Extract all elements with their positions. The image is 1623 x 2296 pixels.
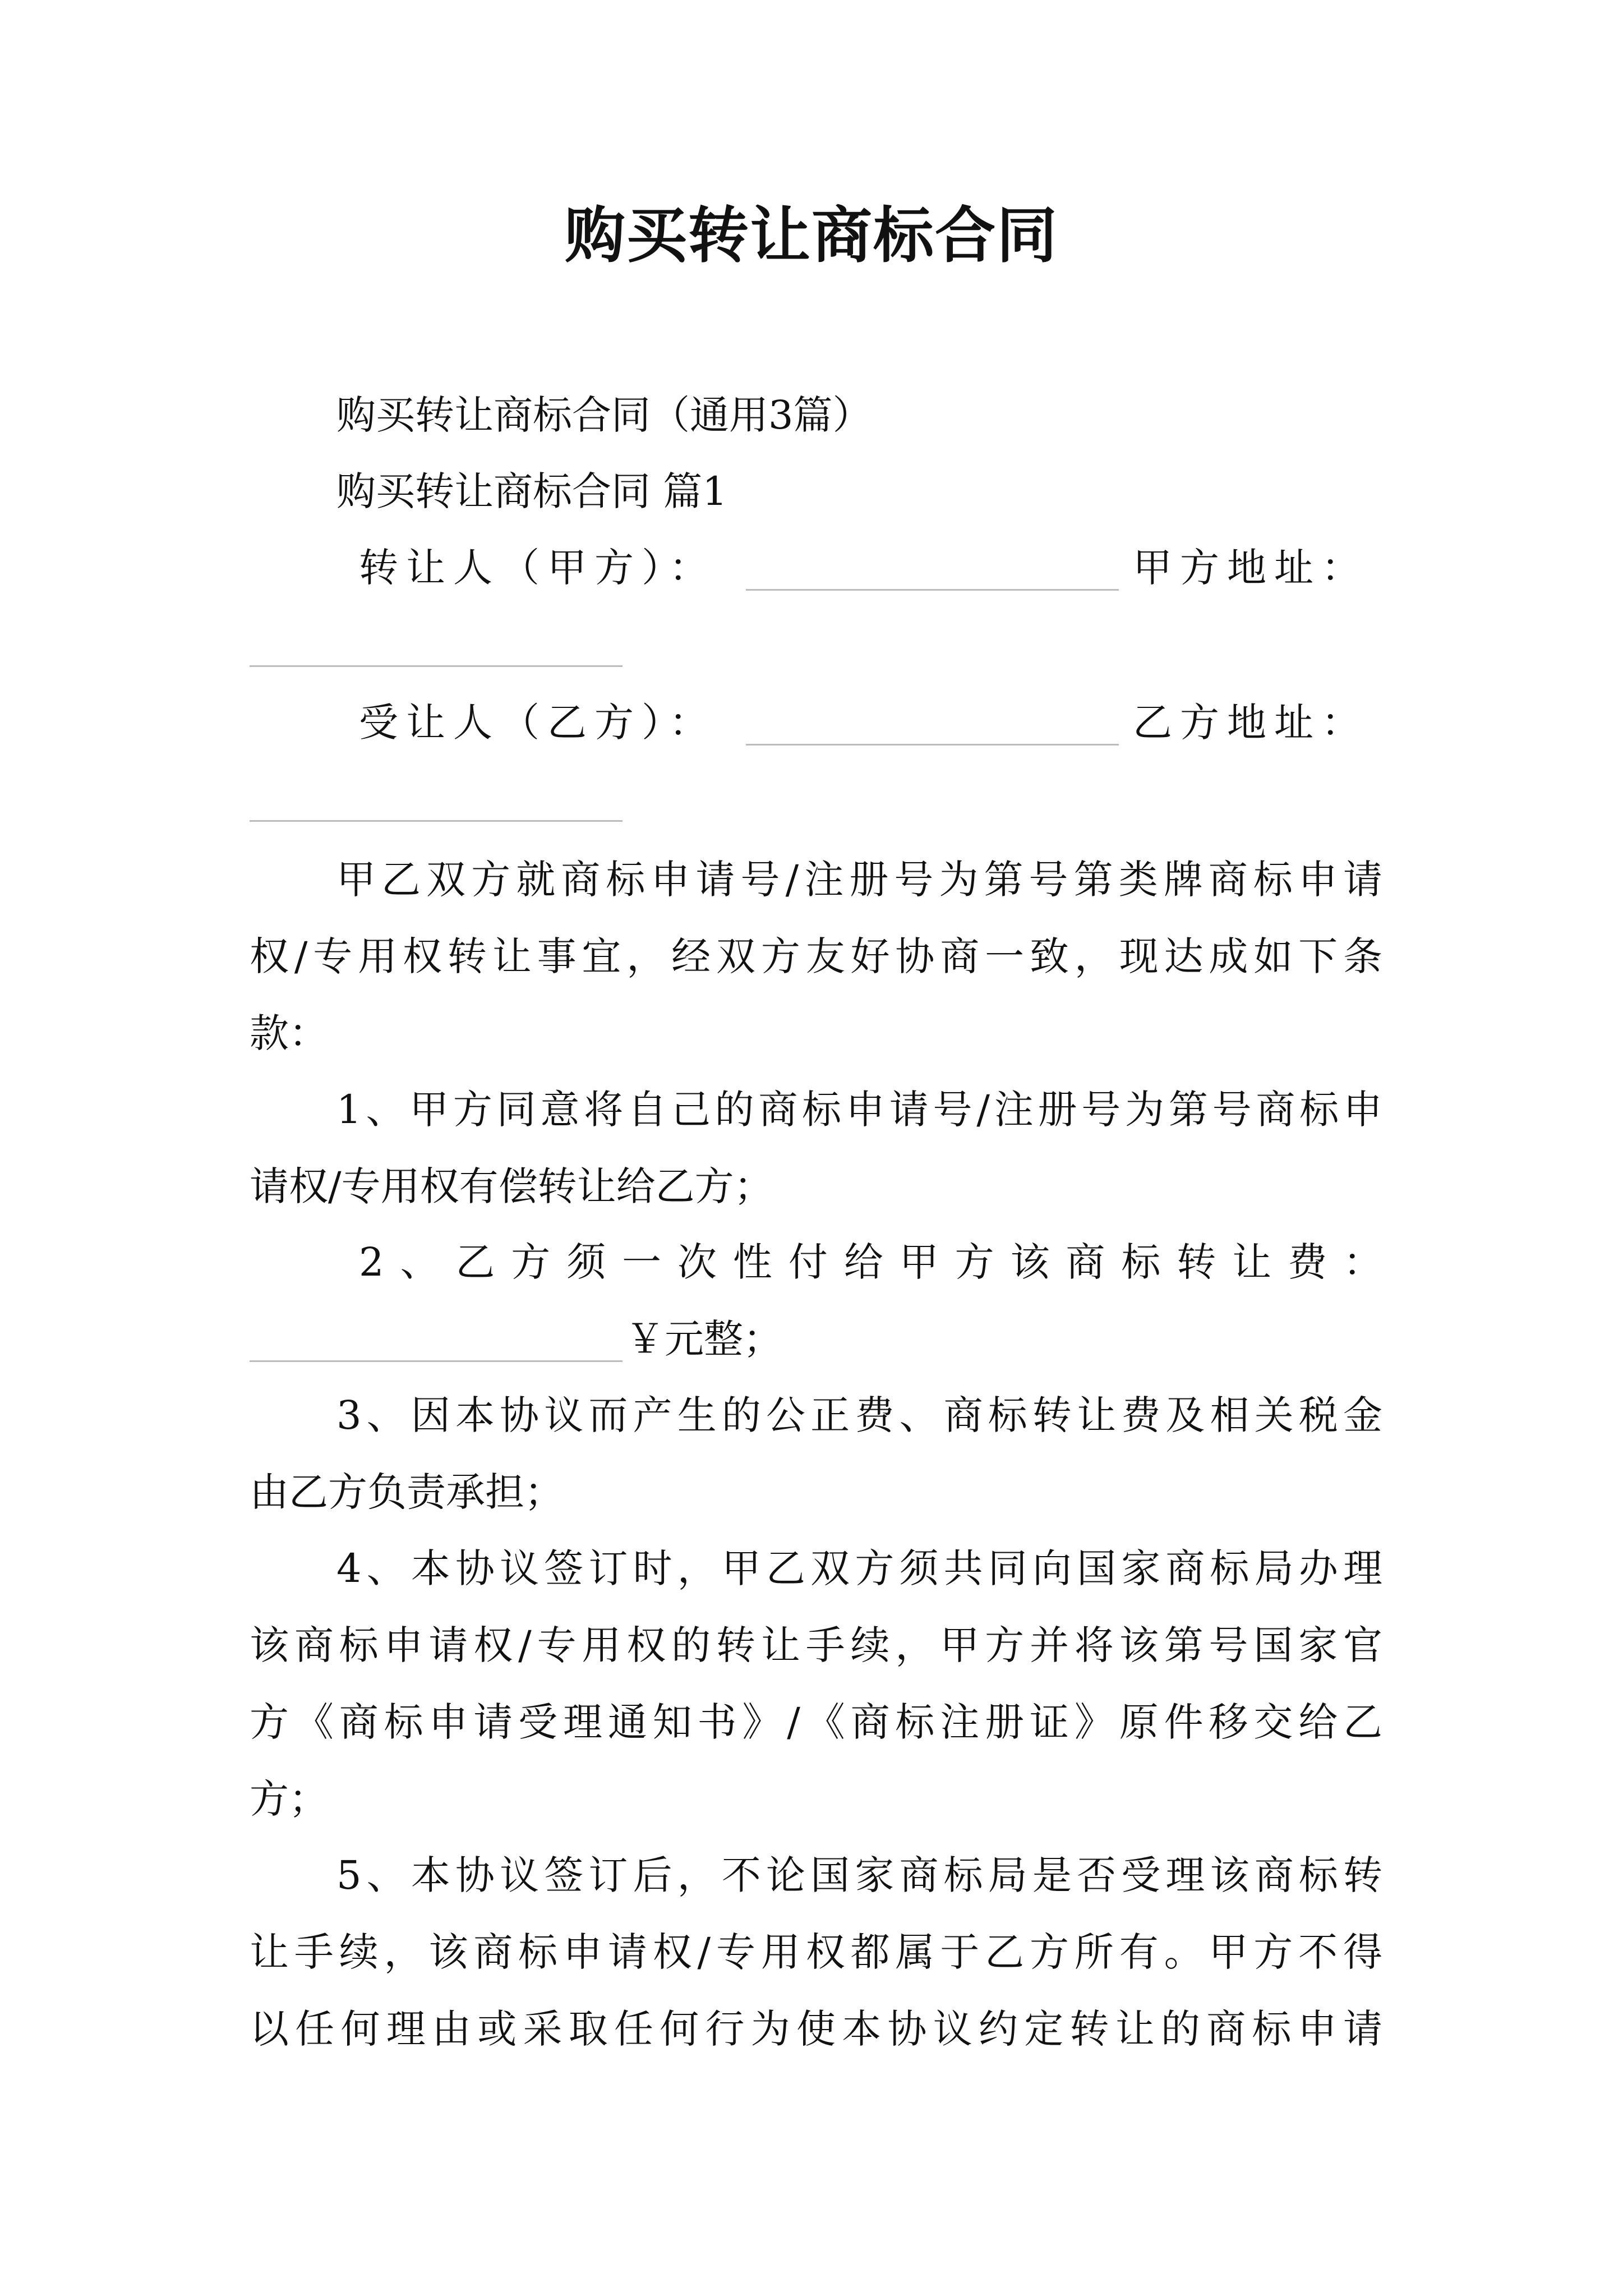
document-title: 购买转让商标合同: [564, 200, 1058, 271]
clause-5-line: 以任何理由或采取任何行为使本协议约定转让的商标申请: [250, 2006, 1382, 2052]
party-b-address-label: 乙方地址：: [1133, 700, 1368, 746]
clause-3-line: 由乙方负责承担；: [250, 1469, 564, 1515]
clause-2-amount: ￥元整；: [625, 1316, 782, 1362]
clause-4-line: 方《商标申请受理通知书》/《商标注册证》原件移交给乙: [250, 1699, 1382, 1745]
intro-line: 甲乙双方就商标申请号/注册号为第号第类牌商标申请: [336, 857, 1382, 903]
transferor-label: 转让人（甲方）：: [359, 545, 716, 591]
clause-1-line: 1、甲方同意将自己的商标申请号/注册号为第号商标申: [336, 1087, 1382, 1133]
transfer-fee-blank: [250, 1360, 623, 1362]
clause-4-line: 该商标申请权/专用权的转让手续，甲方并将该第号国家官: [250, 1622, 1382, 1668]
clause-4-line: 4、本协议签订时，甲乙双方须共同向国家商标局办理: [336, 1545, 1382, 1591]
transferee-label: 受让人（乙方）：: [359, 700, 716, 746]
party-a-address-blank: [250, 665, 623, 667]
clause-4-line: 方；: [250, 1776, 328, 1822]
intro-line: 权/专用权转让事宜，经双方友好协商一致，现达成如下条: [250, 933, 1382, 979]
clause-1-line: 请权/专用权有偿转让给乙方；: [250, 1163, 773, 1209]
intro-line: 款：: [250, 1010, 328, 1056]
party-a-address-label: 甲方地址：: [1133, 545, 1368, 591]
party-b-address-blank: [250, 820, 623, 822]
clause-5-line: 让手续，该商标申请权/专用权都属于乙方所有。甲方不得: [250, 1929, 1382, 1975]
clause-5-line: 5、本协议签订后，不论国家商标局是否受理该商标转: [336, 1852, 1382, 1898]
clause-3-line: 3、因本协议而产生的公正费、商标转让费及相关税金: [336, 1392, 1382, 1438]
transferor-name-blank: [746, 589, 1119, 591]
clause-2-line: 2、乙方须一次性付给甲方该商标转让费：: [359, 1239, 1382, 1285]
transferee-name-blank: [746, 744, 1119, 746]
document-subtitle: 购买转让商标合同（通用3篇）: [336, 392, 872, 438]
section-heading: 购买转让商标合同 篇1: [336, 468, 727, 514]
